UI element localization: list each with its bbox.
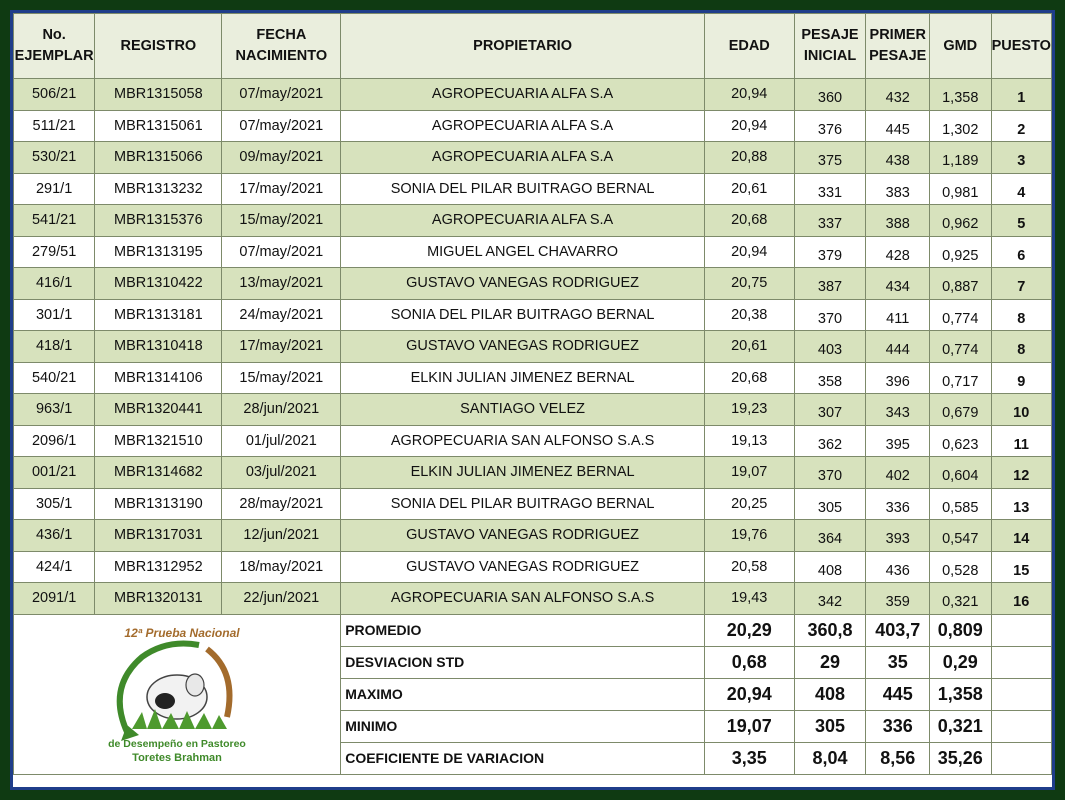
pesaje-inicial-cell: 370 bbox=[794, 457, 866, 489]
edad-cell: 19,13 bbox=[704, 425, 794, 457]
registro-cell: MBR1310418 bbox=[95, 331, 222, 363]
pesaje-inicial-cell: 370 bbox=[794, 299, 866, 331]
gmd-cell: 0,925 bbox=[930, 236, 991, 268]
primer-pesaje-cell: 432 bbox=[866, 79, 930, 111]
propietario-cell: GUSTAVO VANEGAS RODRIGUEZ bbox=[341, 268, 705, 300]
fecha-cell: 15/may/2021 bbox=[222, 362, 341, 394]
stat-edad-value: 20,29 bbox=[704, 614, 794, 646]
gmd-cell: 1,302 bbox=[930, 110, 991, 142]
stat-puesto-empty bbox=[991, 710, 1052, 742]
header-gmd: GMD bbox=[930, 14, 991, 79]
no-ejemplar-cell: 506/21 bbox=[14, 79, 95, 111]
fecha-cell: 22/jun/2021 bbox=[222, 583, 341, 615]
primer-pesaje-cell: 402 bbox=[866, 457, 930, 489]
edad-cell: 19,07 bbox=[704, 457, 794, 489]
puesto-cell: 9 bbox=[991, 362, 1052, 394]
header-edad: EDAD bbox=[704, 14, 794, 79]
stat-primer-pesaje-value: 8,56 bbox=[866, 742, 930, 774]
pesaje-inicial-cell: 360 bbox=[794, 79, 866, 111]
primer-pesaje-cell: 445 bbox=[866, 110, 930, 142]
stat-pesaje-inicial-value: 29 bbox=[794, 646, 866, 678]
gmd-cell: 0,585 bbox=[930, 488, 991, 520]
edad-cell: 20,94 bbox=[704, 110, 794, 142]
stat-edad-value: 19,07 bbox=[704, 710, 794, 742]
header-registro: REGISTRO bbox=[95, 14, 222, 79]
no-ejemplar-cell: 301/1 bbox=[14, 299, 95, 331]
stat-edad-value: 0,68 bbox=[704, 646, 794, 678]
primer-pesaje-cell: 428 bbox=[866, 236, 930, 268]
propietario-cell: AGROPECUARIA ALFA S.A bbox=[341, 110, 705, 142]
stat-gmd-value: 1,358 bbox=[930, 678, 991, 710]
fecha-cell: 17/may/2021 bbox=[222, 173, 341, 205]
no-ejemplar-cell: 001/21 bbox=[14, 457, 95, 489]
stat-primer-pesaje-value: 336 bbox=[866, 710, 930, 742]
puesto-cell: 8 bbox=[991, 331, 1052, 363]
edad-cell: 20,68 bbox=[704, 205, 794, 237]
fecha-cell: 15/may/2021 bbox=[222, 205, 341, 237]
results-table bbox=[13, 13, 1052, 775]
table-row bbox=[14, 205, 1052, 237]
pesaje-inicial-cell: 375 bbox=[794, 142, 866, 174]
edad-cell: 20,94 bbox=[704, 79, 794, 111]
primer-pesaje-cell: 444 bbox=[866, 331, 930, 363]
puesto-cell: 7 bbox=[991, 268, 1052, 300]
no-ejemplar-cell: 511/21 bbox=[14, 110, 95, 142]
no-ejemplar-cell: 279/51 bbox=[14, 236, 95, 268]
no-ejemplar-cell: 291/1 bbox=[14, 173, 95, 205]
edad-cell: 20,25 bbox=[704, 488, 794, 520]
table-row bbox=[14, 551, 1052, 583]
fecha-cell: 12/jun/2021 bbox=[222, 520, 341, 552]
header-puesto: PUESTO bbox=[991, 14, 1052, 79]
pesaje-inicial-cell: 408 bbox=[794, 551, 866, 583]
pesaje-inicial-cell: 337 bbox=[794, 205, 866, 237]
gmd-cell: 0,774 bbox=[930, 331, 991, 363]
pesaje-inicial-cell: 379 bbox=[794, 236, 866, 268]
registro-cell: MBR1313190 bbox=[95, 488, 222, 520]
puesto-cell: 13 bbox=[991, 488, 1052, 520]
registro-cell: MBR1315058 bbox=[95, 79, 222, 111]
propietario-cell: AGROPECUARIA SAN ALFONSO S.A.S bbox=[341, 425, 705, 457]
stat-puesto-empty bbox=[991, 742, 1052, 774]
logo-arc-right bbox=[207, 649, 230, 717]
primer-pesaje-cell: 411 bbox=[866, 299, 930, 331]
table-row bbox=[14, 520, 1052, 552]
no-ejemplar-cell: 305/1 bbox=[14, 488, 95, 520]
puesto-cell: 16 bbox=[991, 583, 1052, 615]
no-ejemplar-cell: 418/1 bbox=[14, 331, 95, 363]
no-ejemplar-cell: 424/1 bbox=[14, 551, 95, 583]
stat-label: MAXIMO bbox=[341, 678, 705, 710]
primer-pesaje-cell: 388 bbox=[866, 205, 930, 237]
propietario-cell: AGROPECUARIA ALFA S.A bbox=[341, 205, 705, 237]
no-ejemplar-cell: 540/21 bbox=[14, 362, 95, 394]
gmd-cell: 0,321 bbox=[930, 583, 991, 615]
propietario-cell: AGROPECUARIA ALFA S.A bbox=[341, 79, 705, 111]
gmd-cell: 0,604 bbox=[930, 457, 991, 489]
no-ejemplar-cell: 436/1 bbox=[14, 520, 95, 552]
stat-pesaje-inicial-value: 305 bbox=[794, 710, 866, 742]
primer-pesaje-cell: 383 bbox=[866, 173, 930, 205]
pesaje-inicial-cell: 364 bbox=[794, 520, 866, 552]
pesaje-inicial-cell: 305 bbox=[794, 488, 866, 520]
fecha-cell: 09/may/2021 bbox=[222, 142, 341, 174]
stat-label: COEFICIENTE DE VARIACION bbox=[341, 742, 705, 774]
gmd-cell: 0,887 bbox=[930, 268, 991, 300]
table-row bbox=[14, 79, 1052, 111]
no-ejemplar-cell: 963/1 bbox=[14, 394, 95, 426]
stat-pesaje-inicial-value: 408 bbox=[794, 678, 866, 710]
header-row bbox=[14, 14, 1052, 79]
propietario-cell: ELKIN JULIAN JIMENEZ BERNAL bbox=[341, 362, 705, 394]
registro-cell: MBR1315061 bbox=[95, 110, 222, 142]
stat-puesto-empty bbox=[991, 678, 1052, 710]
puesto-cell: 1 bbox=[991, 79, 1052, 111]
summary-row bbox=[14, 614, 1052, 646]
stat-gmd-value: 35,26 bbox=[930, 742, 991, 774]
no-ejemplar-cell: 541/21 bbox=[14, 205, 95, 237]
table-row bbox=[14, 268, 1052, 300]
gmd-cell: 0,774 bbox=[930, 299, 991, 331]
puesto-cell: 6 bbox=[991, 236, 1052, 268]
logo-line-2: Toretes Brahman bbox=[132, 752, 222, 764]
registro-cell: MBR1313181 bbox=[95, 299, 222, 331]
registro-cell: MBR1321510 bbox=[95, 425, 222, 457]
no-ejemplar-cell: 416/1 bbox=[14, 268, 95, 300]
registro-cell: MBR1315066 bbox=[95, 142, 222, 174]
registro-cell: MBR1312952 bbox=[95, 551, 222, 583]
fecha-cell: 17/may/2021 bbox=[222, 331, 341, 363]
puesto-cell: 14 bbox=[991, 520, 1052, 552]
fecha-cell: 07/may/2021 bbox=[222, 110, 341, 142]
edad-cell: 20,68 bbox=[704, 362, 794, 394]
gmd-cell: 0,981 bbox=[930, 173, 991, 205]
pesaje-inicial-cell: 331 bbox=[794, 173, 866, 205]
puesto-cell: 4 bbox=[991, 173, 1052, 205]
fecha-cell: 28/may/2021 bbox=[222, 488, 341, 520]
edad-cell: 20,61 bbox=[704, 173, 794, 205]
edad-cell: 20,94 bbox=[704, 236, 794, 268]
logo-cell bbox=[14, 614, 341, 774]
header-no-ejemplar: No. EJEMPLAR bbox=[14, 14, 95, 79]
bull-spot bbox=[155, 693, 175, 709]
registro-cell: MBR1320441 bbox=[95, 394, 222, 426]
stat-pesaje-inicial-value: 360,8 bbox=[794, 614, 866, 646]
stat-primer-pesaje-value: 445 bbox=[866, 678, 930, 710]
stat-primer-pesaje-value: 403,7 bbox=[866, 614, 930, 646]
fecha-cell: 28/jun/2021 bbox=[222, 394, 341, 426]
pesaje-inicial-cell: 358 bbox=[794, 362, 866, 394]
propietario-cell: SONIA DEL PILAR BUITRAGO BERNAL bbox=[341, 488, 705, 520]
puesto-cell: 10 bbox=[991, 394, 1052, 426]
fecha-cell: 13/may/2021 bbox=[222, 268, 341, 300]
stat-edad-value: 20,94 bbox=[704, 678, 794, 710]
stat-gmd-value: 0,809 bbox=[930, 614, 991, 646]
table-row bbox=[14, 142, 1052, 174]
registro-cell: MBR1314682 bbox=[95, 457, 222, 489]
table-row bbox=[14, 331, 1052, 363]
propietario-cell: SONIA DEL PILAR BUITRAGO BERNAL bbox=[341, 299, 705, 331]
no-ejemplar-cell: 530/21 bbox=[14, 142, 95, 174]
logo-line-1: de Desempeño en Pastoreo bbox=[108, 738, 246, 750]
registro-cell: MBR1314106 bbox=[95, 362, 222, 394]
stat-label: PROMEDIO bbox=[341, 614, 705, 646]
header-fecha: FECHA NACIMIENTO bbox=[222, 14, 341, 79]
fecha-cell: 03/jul/2021 bbox=[222, 457, 341, 489]
primer-pesaje-cell: 436 bbox=[866, 551, 930, 583]
primer-pesaje-cell: 393 bbox=[866, 520, 930, 552]
registro-cell: MBR1313195 bbox=[95, 236, 222, 268]
fecha-cell: 18/may/2021 bbox=[222, 551, 341, 583]
stat-puesto-empty bbox=[991, 614, 1052, 646]
table-row bbox=[14, 394, 1052, 426]
registro-cell: MBR1320131 bbox=[95, 583, 222, 615]
propietario-cell: AGROPECUARIA SAN ALFONSO S.A.S bbox=[341, 583, 705, 615]
edad-cell: 20,58 bbox=[704, 551, 794, 583]
propietario-cell: AGROPECUARIA ALFA S.A bbox=[341, 142, 705, 174]
fecha-cell: 01/jul/2021 bbox=[222, 425, 341, 457]
logo-top-text: 12ª Prueba Nacional bbox=[124, 626, 240, 640]
puesto-cell: 12 bbox=[991, 457, 1052, 489]
gmd-cell: 0,547 bbox=[930, 520, 991, 552]
propietario-cell: ELKIN JULIAN JIMENEZ BERNAL bbox=[341, 457, 705, 489]
header-propietario: PROPIETARIO bbox=[341, 14, 705, 79]
edad-cell: 20,61 bbox=[704, 331, 794, 363]
edad-cell: 19,43 bbox=[704, 583, 794, 615]
edad-cell: 19,76 bbox=[704, 520, 794, 552]
table-row bbox=[14, 488, 1052, 520]
table-row bbox=[14, 173, 1052, 205]
pesaje-inicial-cell: 362 bbox=[794, 425, 866, 457]
puesto-cell: 15 bbox=[991, 551, 1052, 583]
registro-cell: MBR1317031 bbox=[95, 520, 222, 552]
no-ejemplar-cell: 2096/1 bbox=[14, 425, 95, 457]
gmd-cell: 1,189 bbox=[930, 142, 991, 174]
puesto-cell: 5 bbox=[991, 205, 1052, 237]
table-row bbox=[14, 425, 1052, 457]
stat-gmd-value: 0,29 bbox=[930, 646, 991, 678]
primer-pesaje-cell: 395 bbox=[866, 425, 930, 457]
stat-label: DESVIACION STD bbox=[341, 646, 705, 678]
gmd-cell: 0,679 bbox=[930, 394, 991, 426]
header-primer-pesaje: PRIMER PESAJE bbox=[866, 14, 930, 79]
puesto-cell: 8 bbox=[991, 299, 1052, 331]
edad-cell: 20,75 bbox=[704, 268, 794, 300]
registro-cell: MBR1313232 bbox=[95, 173, 222, 205]
pesaje-inicial-cell: 307 bbox=[794, 394, 866, 426]
table-row bbox=[14, 236, 1052, 268]
stat-puesto-empty bbox=[991, 646, 1052, 678]
fecha-cell: 07/may/2021 bbox=[222, 236, 341, 268]
edad-cell: 20,38 bbox=[704, 299, 794, 331]
stat-pesaje-inicial-value: 8,04 bbox=[794, 742, 866, 774]
registro-cell: MBR1310422 bbox=[95, 268, 222, 300]
table-row bbox=[14, 110, 1052, 142]
gmd-cell: 0,717 bbox=[930, 362, 991, 394]
header-pesaje-inicial: PESAJE INICIAL bbox=[794, 14, 866, 79]
propietario-cell: GUSTAVO VANEGAS RODRIGUEZ bbox=[341, 551, 705, 583]
primer-pesaje-cell: 396 bbox=[866, 362, 930, 394]
primer-pesaje-cell: 343 bbox=[866, 394, 930, 426]
gmd-cell: 0,962 bbox=[930, 205, 991, 237]
pesaje-inicial-cell: 342 bbox=[794, 583, 866, 615]
stat-gmd-value: 0,321 bbox=[930, 710, 991, 742]
propietario-cell: SONIA DEL PILAR BUITRAGO BERNAL bbox=[341, 173, 705, 205]
primer-pesaje-cell: 336 bbox=[866, 488, 930, 520]
results-sheet bbox=[10, 10, 1055, 790]
table-row bbox=[14, 299, 1052, 331]
stat-primer-pesaje-value: 35 bbox=[866, 646, 930, 678]
gmd-cell: 0,623 bbox=[930, 425, 991, 457]
propietario-cell: SANTIAGO VELEZ bbox=[341, 394, 705, 426]
primer-pesaje-cell: 434 bbox=[866, 268, 930, 300]
bull-head bbox=[186, 674, 204, 696]
registro-cell: MBR1315376 bbox=[95, 205, 222, 237]
pesaje-inicial-cell: 403 bbox=[794, 331, 866, 363]
summary-rows bbox=[14, 614, 1052, 774]
stat-label: MINIMO bbox=[341, 710, 705, 742]
propietario-cell: MIGUEL ANGEL CHAVARRO bbox=[341, 236, 705, 268]
edad-cell: 20,88 bbox=[704, 142, 794, 174]
data-rows bbox=[14, 79, 1052, 615]
fecha-cell: 07/may/2021 bbox=[222, 79, 341, 111]
table-row bbox=[14, 457, 1052, 489]
event-logo bbox=[87, 617, 267, 767]
gmd-cell: 1,358 bbox=[930, 79, 991, 111]
primer-pesaje-cell: 359 bbox=[866, 583, 930, 615]
table-row bbox=[14, 362, 1052, 394]
pesaje-inicial-cell: 387 bbox=[794, 268, 866, 300]
propietario-cell: GUSTAVO VANEGAS RODRIGUEZ bbox=[341, 520, 705, 552]
puesto-cell: 2 bbox=[991, 110, 1052, 142]
no-ejemplar-cell: 2091/1 bbox=[14, 583, 95, 615]
stat-edad-value: 3,35 bbox=[704, 742, 794, 774]
table-row bbox=[14, 583, 1052, 615]
gmd-cell: 0,528 bbox=[930, 551, 991, 583]
primer-pesaje-cell: 438 bbox=[866, 142, 930, 174]
puesto-cell: 3 bbox=[991, 142, 1052, 174]
fecha-cell: 24/may/2021 bbox=[222, 299, 341, 331]
propietario-cell: GUSTAVO VANEGAS RODRIGUEZ bbox=[341, 331, 705, 363]
edad-cell: 19,23 bbox=[704, 394, 794, 426]
pesaje-inicial-cell: 376 bbox=[794, 110, 866, 142]
puesto-cell: 11 bbox=[991, 425, 1052, 457]
